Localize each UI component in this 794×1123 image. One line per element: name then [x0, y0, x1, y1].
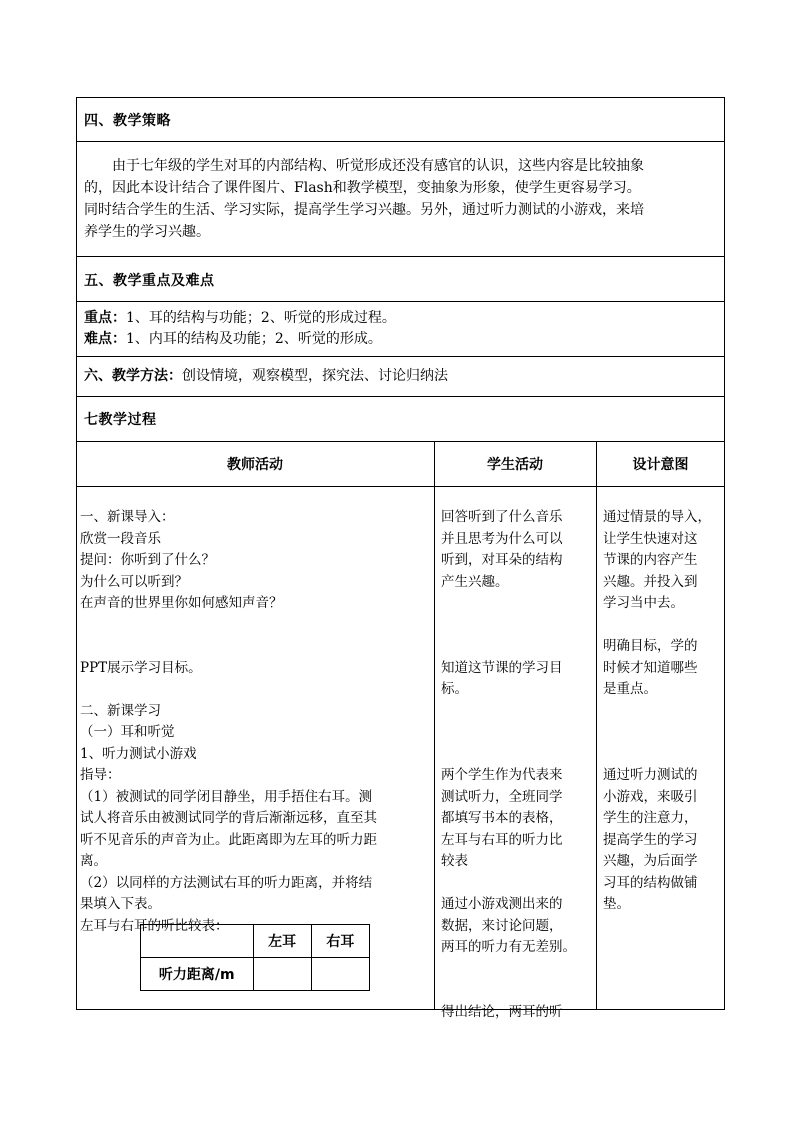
right-ear-header: 右耳 [311, 925, 369, 958]
text-line: 两个学生作为代表来 [441, 767, 563, 783]
text-line [441, 744, 593, 766]
teacher-activity-header: 教师活动 [227, 457, 283, 473]
text-line: 在声音的世界里你如何感知声音？ [80, 595, 283, 611]
text-line [603, 744, 723, 766]
text-line: 是重点。 [603, 681, 657, 697]
text-line [603, 722, 723, 744]
row-divider [76, 141, 725, 142]
column-divider [434, 441, 435, 1010]
text-line: （1）被测试的同学闭目静坐，用手捂住右耳。测 [80, 788, 373, 805]
mini-table-corner [141, 925, 254, 958]
hearing-distance-label: 听力距离/m [141, 958, 254, 991]
strategy-line: 的，因此本设计结合了课件图片、Flash和教学模型，变抽象为形象，使学生更容易学习。 [84, 180, 641, 196]
left-ear-header: 左耳 [253, 925, 311, 958]
text-line: 通过小游戏测出来的 [441, 896, 563, 912]
text-line: 左耳与右耳的听比较表： [80, 917, 229, 934]
text-line: 兴趣。并投入到 [603, 573, 698, 590]
text-line [441, 980, 593, 1002]
text-line: 兴趣，为后面学 [603, 853, 698, 869]
strategy-paragraph [84, 155, 720, 243]
row-divider [76, 356, 725, 357]
text-line: 时候才知道哪些 [603, 659, 698, 676]
method-text: 创设情境，观察模型，探究法、讨论归纳法 [182, 368, 448, 384]
keypoints-heading: 五、教学重点及难点 [84, 273, 215, 289]
text-line: 回答听到了什么音乐 [441, 509, 563, 525]
text-line: 听不见音乐的声音为止。此距离即为左耳的听力距 [80, 831, 377, 848]
text-line: 得出结论，两耳的听 [441, 1003, 563, 1020]
text-line [441, 615, 593, 637]
text-line: 两耳的听力有无差别。 [441, 939, 576, 955]
design-intent-header: 设计意图 [632, 457, 689, 473]
text-line: 左耳与右耳的听力比 [441, 831, 563, 848]
text-line: 垫。 [603, 896, 630, 912]
text-line: 通过听力测试的 [603, 767, 698, 783]
text-line [80, 679, 430, 701]
text-line: 产生兴趣。 [441, 573, 509, 590]
text-line: 较表 [441, 853, 468, 869]
text-line: 听到，对耳朵的结构 [441, 552, 563, 568]
student-activity-header: 学生活动 [487, 457, 543, 473]
method-label: 六、教学方法： [84, 368, 182, 384]
text-line: 测试听力，全班同学 [441, 788, 563, 805]
design-intent-cell [603, 507, 723, 916]
text-line [441, 959, 593, 981]
text-line: 数据，来讨论问题， [441, 917, 563, 934]
text-line: 试人将音乐由被测试同学的背后渐渐远移，直至其 [80, 810, 377, 826]
text-line: 节课的内容产生 [603, 552, 698, 568]
text-line: 果填入下表。 [80, 896, 161, 912]
text-line: 欣赏一段音乐 [80, 530, 161, 547]
row-divider [76, 301, 725, 302]
text-line: 指导： [80, 767, 121, 783]
row-divider [76, 396, 725, 397]
column-divider [596, 441, 597, 1010]
text-line: 学习当中去。 [603, 595, 684, 611]
text-line: 二、新课学习 [80, 702, 161, 719]
text-line: 1、听力测试小游戏 [80, 745, 197, 762]
text-line [80, 636, 430, 658]
text-line: 习耳的结构做铺 [603, 874, 698, 891]
row-divider [76, 441, 725, 442]
text-line: （一）耳和听觉 [80, 724, 175, 740]
text-line: 一、新课导入： [80, 509, 175, 525]
strategy-line: 同时结合学生的生活、学习实际，提高学生学习兴趣。另外，通过听力测试的小游戏，来培 [84, 202, 644, 218]
difficult-point-text: 1、内耳的结构及功能；2、听觉的形成。 [126, 331, 382, 347]
text-line [441, 722, 593, 744]
text-line: 标。 [441, 681, 468, 697]
text-line: 知道这节课的学习目 [441, 659, 563, 676]
text-line: 学生的注意力， [603, 810, 698, 826]
text-line [80, 615, 430, 637]
text-line: 让学生快速对这 [603, 530, 698, 547]
process-heading: 七教学过程 [84, 412, 157, 428]
difficult-point-label: 难点： [84, 331, 126, 347]
text-line [441, 636, 593, 658]
method-line [84, 365, 448, 387]
text-line [603, 615, 723, 637]
text-line: 为什么可以听到？ [80, 573, 188, 590]
key-point-line [84, 307, 396, 329]
text-line: 提高学生的学习 [603, 831, 698, 848]
text-line: 并且思考为什么可以 [441, 530, 563, 547]
key-point-text: 1、耳的结构与功能；2、听觉的形成过程。 [126, 310, 396, 326]
row-divider [76, 256, 725, 257]
hearing-comparison-table [140, 924, 370, 991]
teacher-activity-cell [80, 507, 430, 937]
text-line: 明确目标，学的 [603, 638, 698, 654]
text-line: PPT展示学习目标。 [80, 659, 202, 676]
key-point-label: 重点： [84, 310, 126, 326]
text-line [603, 701, 723, 723]
text-line: （2）以同样的方法测试右耳的听力距离，并将结 [80, 874, 373, 891]
text-line: 小游戏，来吸引 [603, 788, 698, 805]
strategy-line: 养学生的学习兴趣。 [84, 224, 210, 240]
text-line: 提问：你听到了什么？ [80, 552, 215, 568]
row-divider [76, 486, 725, 487]
text-line [441, 701, 593, 723]
left-ear-value [253, 958, 311, 991]
student-activity-cell [441, 507, 593, 1023]
strategy-heading: 四、教学策略 [84, 113, 171, 129]
right-ear-value [311, 958, 369, 991]
text-line: 都填写书本的表格， [441, 810, 563, 826]
text-line: 离。 [80, 853, 107, 869]
text-line [441, 593, 593, 615]
strategy-line: 由于七年级的学生对耳的内部结构、听觉形成还没有感官的认识，这些内容是比较抽象 [112, 158, 644, 174]
difficult-point-line [84, 328, 382, 350]
text-line: 通过情景的导入， [603, 509, 711, 525]
text-line [441, 873, 593, 895]
